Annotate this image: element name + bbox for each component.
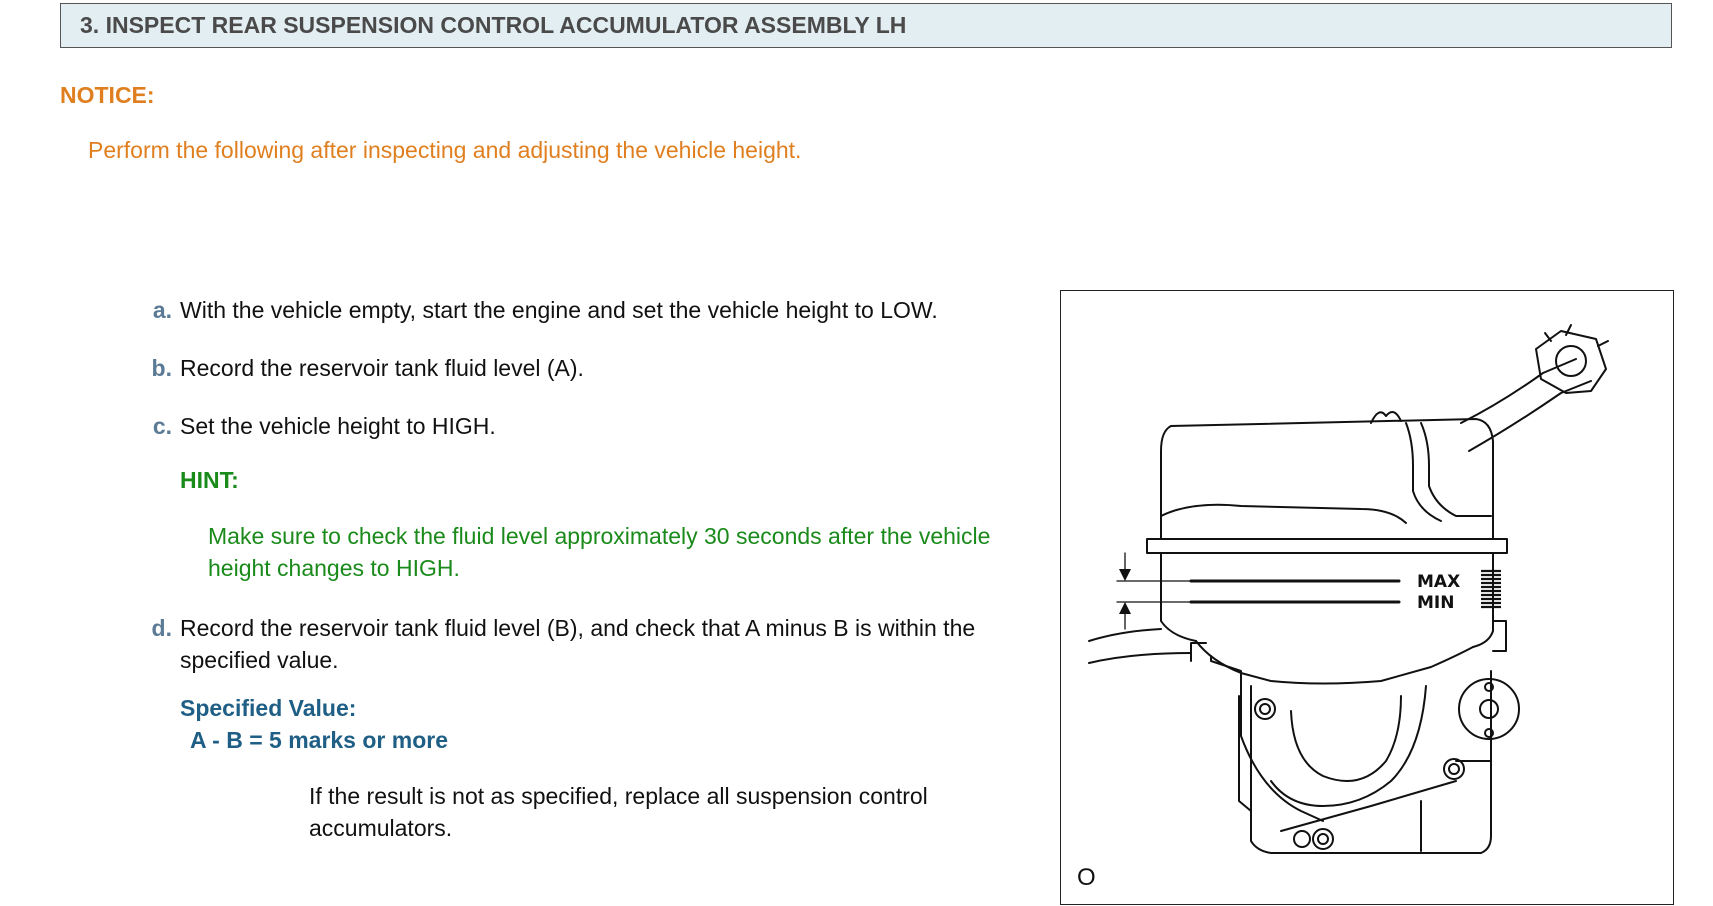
figure-label: O	[1077, 864, 1096, 891]
step-letter: c.	[152, 413, 172, 439]
step-letter: b.	[151, 355, 172, 381]
notice-text: Perform the following after inspecting and adjusting the vehicle height.	[88, 137, 802, 163]
step-letter: d.	[151, 615, 172, 641]
step-text: Set the vehicle height to HIGH.	[180, 413, 496, 439]
step-letter: a.	[152, 297, 172, 323]
step-text: With the vehicle empty, start the engine and set the vehicle height to LOW.	[180, 297, 938, 323]
step-d	[151, 612, 1040, 676]
step-text: Record the reservoir tank fluid level (A).	[180, 355, 584, 381]
result-instruction: If the result is not as specified, replace all suspension control accumulators.	[309, 783, 928, 841]
specified-value-title: Specified Value:	[180, 695, 357, 721]
specified-value: A - B = 5 marks or more	[190, 727, 448, 753]
reservoir-tank-figure	[1060, 290, 1674, 905]
max-label: MAX	[1417, 572, 1461, 592]
min-label: MIN	[1417, 593, 1455, 613]
notice-title: NOTICE:	[60, 82, 155, 108]
reservoir-tank-illustration	[1061, 291, 1675, 906]
step-b	[151, 352, 1060, 384]
step-a	[152, 294, 1060, 326]
step-text: Record the reservoir tank fluid level (B), and check that A minus B is within the specified value.	[180, 615, 976, 673]
hint-text: Make sure to check the fluid level approximately 30 seconds after the vehicle height changes to HIGH.	[208, 523, 991, 581]
step-c	[152, 410, 1060, 442]
hint-title: HINT:	[180, 467, 239, 493]
section-title: 3. INSPECT REAR SUSPENSION CONTROL ACCUMULATOR ASSEMBLY LH	[60, 3, 1672, 48]
